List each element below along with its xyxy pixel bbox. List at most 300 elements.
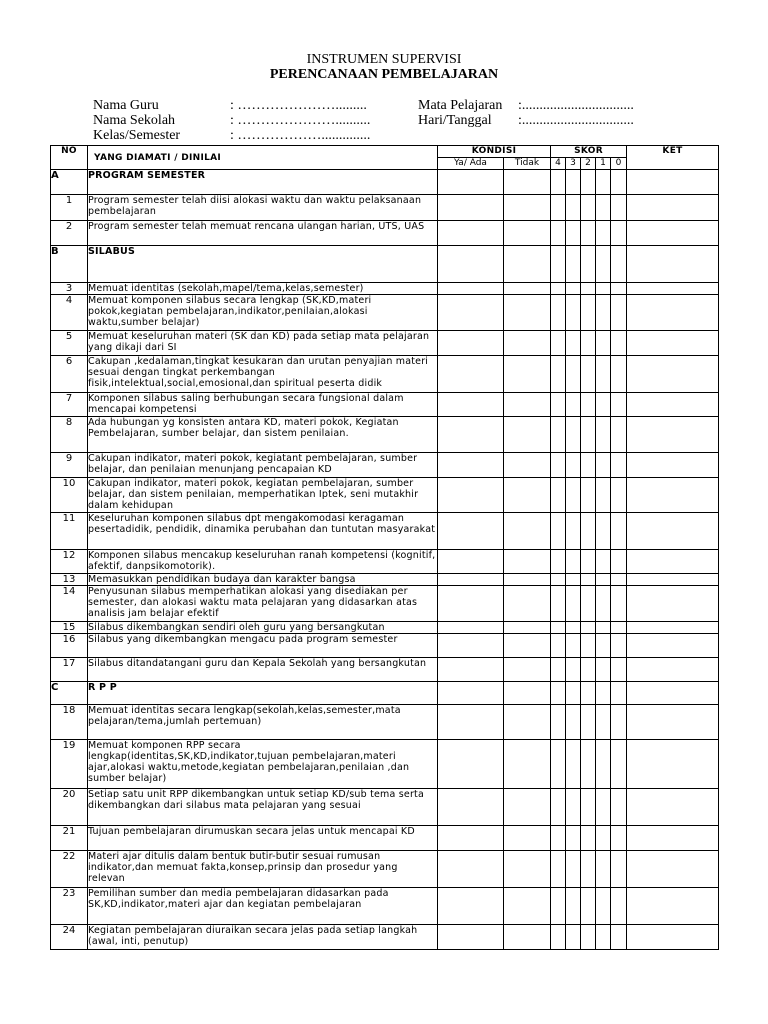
tidak-cell[interactable] [504, 221, 551, 246]
skor-3-cell[interactable] [566, 221, 581, 246]
skor-2-cell[interactable] [581, 283, 596, 295]
ket-cell[interactable] [627, 246, 719, 283]
ya-cell[interactable] [438, 789, 504, 826]
skor-2-cell[interactable] [581, 740, 596, 789]
ya-cell[interactable] [438, 195, 504, 221]
skor-4-cell[interactable] [551, 246, 566, 283]
skor-3-cell[interactable] [566, 888, 581, 925]
ket-cell[interactable] [627, 705, 719, 740]
ya-cell[interactable] [438, 574, 504, 586]
table-row [51, 195, 719, 221]
item-number: 16 [51, 634, 88, 658]
skor-0-cell[interactable] [611, 550, 627, 574]
skor-2-cell[interactable] [581, 851, 596, 888]
section-letter: A [51, 170, 88, 195]
ya-cell[interactable] [438, 705, 504, 740]
item-number: 14 [51, 586, 88, 622]
skor-0-cell[interactable] [611, 658, 627, 682]
tidak-cell[interactable] [504, 622, 551, 634]
ket-cell[interactable] [627, 417, 719, 453]
tidak-cell[interactable] [504, 586, 551, 622]
skor-0-cell[interactable] [611, 478, 627, 513]
ket-cell[interactable] [627, 478, 719, 513]
ket-cell[interactable] [627, 221, 719, 246]
hari-tanggal-field[interactable]: :................................ [518, 113, 634, 128]
skor-3-cell[interactable] [566, 246, 581, 283]
skor-0-cell[interactable] [611, 586, 627, 622]
skor-2-cell[interactable] [581, 356, 596, 393]
skor-3-cell[interactable] [566, 331, 581, 356]
skor-1-cell[interactable] [596, 195, 611, 221]
item-description: Ada hubungan yg konsisten antara KD, materi pokok, Kegiatan Pembelajaran, sumber belajar, dan sistem penilaian. [88, 417, 438, 453]
skor-0-cell[interactable] [611, 295, 627, 331]
skor-2-cell[interactable] [581, 393, 596, 417]
mata-pelajaran-field[interactable]: :................................ [518, 98, 634, 113]
item-number: 4 [51, 295, 88, 331]
item-description: Setiap satu unit RPP dikembangkan untuk setiap KD/sub tema serta dikembangkan dari silabus mata pelajaran yang sesuai [88, 789, 438, 826]
nama-guru-label: Nama Guru [93, 98, 159, 113]
skor-1-cell[interactable] [596, 246, 611, 283]
item-number: 6 [51, 356, 88, 393]
ket-cell[interactable] [627, 682, 719, 705]
skor-4-cell[interactable] [551, 705, 566, 740]
ya-cell[interactable] [438, 170, 504, 195]
skor-3-cell[interactable] [566, 453, 581, 478]
ya-cell[interactable] [438, 658, 504, 682]
ket-cell[interactable] [627, 393, 719, 417]
skor-2-cell[interactable] [581, 221, 596, 246]
skor-3-cell[interactable] [566, 478, 581, 513]
skor-2-cell[interactable] [581, 925, 596, 950]
tidak-cell[interactable] [504, 705, 551, 740]
table-row [51, 393, 719, 417]
ya-cell[interactable] [438, 295, 504, 331]
item-description: Keseluruhan komponen silabus dpt mengakomodasi keragaman pesertadidik, pendidik, dinamika perubahan dan tuntutan masyarakat [88, 513, 438, 550]
tidak-cell[interactable] [504, 331, 551, 356]
table-row [51, 826, 719, 851]
ya-cell[interactable] [438, 634, 504, 658]
tidak-cell[interactable] [504, 888, 551, 925]
section-row-c [51, 682, 719, 705]
ket-cell[interactable] [627, 574, 719, 586]
item-number: 20 [51, 789, 88, 826]
skor-0-cell[interactable] [611, 789, 627, 826]
section-letter: B [51, 246, 88, 283]
table-row [51, 789, 719, 826]
skor-2-cell[interactable] [581, 634, 596, 658]
skor-2-cell[interactable] [581, 453, 596, 478]
skor-0-cell[interactable] [611, 851, 627, 888]
skor-0-cell[interactable] [611, 740, 627, 789]
ya-cell[interactable] [438, 283, 504, 295]
item-number: 13 [51, 574, 88, 586]
skor-0-cell[interactable] [611, 513, 627, 550]
ket-cell[interactable] [627, 826, 719, 851]
item-description: Silabus dikembangkan sendiri oleh guru yang bersangkutan [88, 622, 438, 634]
table-row [51, 513, 719, 550]
header-ya-ada: Ya/ Ada [438, 158, 504, 170]
skor-4-cell[interactable] [551, 417, 566, 453]
ya-cell[interactable] [438, 851, 504, 888]
skor-3-cell[interactable] [566, 295, 581, 331]
ket-cell[interactable] [627, 513, 719, 550]
ya-cell[interactable] [438, 453, 504, 478]
skor-0-cell[interactable] [611, 246, 627, 283]
item-number: 17 [51, 658, 88, 682]
skor-1-cell[interactable] [596, 658, 611, 682]
table-row [51, 851, 719, 888]
skor-1-cell[interactable] [596, 574, 611, 586]
ket-cell[interactable] [627, 356, 719, 393]
table-row [51, 550, 719, 574]
nama-guru-field[interactable]: : …………………......... [230, 98, 367, 113]
skor-1-cell[interactable] [596, 331, 611, 356]
ket-cell[interactable] [627, 658, 719, 682]
header-skor-1: 1 [596, 158, 611, 170]
item-description: Cakupan indikator, materi pokok, kegiatant pembelajaran, sumber belajar, dan penilaian menunjang pencapaian KD [88, 453, 438, 478]
tidak-cell[interactable] [504, 658, 551, 682]
item-number: 21 [51, 826, 88, 851]
skor-3-cell[interactable] [566, 925, 581, 950]
skor-4-cell[interactable] [551, 574, 566, 586]
ket-cell[interactable] [627, 550, 719, 574]
skor-1-cell[interactable] [596, 705, 611, 740]
ya-cell[interactable] [438, 356, 504, 393]
hari-tanggal-label: Hari/Tanggal [418, 113, 492, 128]
section-letter: C [51, 682, 88, 705]
skor-3-cell[interactable] [566, 283, 581, 295]
skor-0-cell[interactable] [611, 925, 627, 950]
skor-0-cell[interactable] [611, 705, 627, 740]
section-title: PROGRAM SEMESTER [88, 170, 438, 195]
skor-3-cell[interactable] [566, 826, 581, 851]
skor-3-cell[interactable] [566, 740, 581, 789]
ket-cell[interactable] [627, 195, 719, 221]
skor-4-cell[interactable] [551, 925, 566, 950]
skor-1-cell[interactable] [596, 221, 611, 246]
skor-4-cell[interactable] [551, 393, 566, 417]
item-number: 3 [51, 283, 88, 295]
skor-3-cell[interactable] [566, 550, 581, 574]
skor-3-cell[interactable] [566, 417, 581, 453]
skor-1-cell[interactable] [596, 851, 611, 888]
tidak-cell[interactable] [504, 295, 551, 331]
skor-1-cell[interactable] [596, 356, 611, 393]
skor-3-cell[interactable] [566, 195, 581, 221]
tidak-cell[interactable] [504, 826, 551, 851]
skor-2-cell[interactable] [581, 246, 596, 283]
tidak-cell[interactable] [504, 513, 551, 550]
skor-0-cell[interactable] [611, 417, 627, 453]
ket-cell[interactable] [627, 789, 719, 826]
table-row [51, 221, 719, 246]
skor-2-cell[interactable] [581, 658, 596, 682]
skor-4-cell[interactable] [551, 453, 566, 478]
tidak-cell[interactable] [504, 740, 551, 789]
tidak-cell[interactable] [504, 393, 551, 417]
item-number: 11 [51, 513, 88, 550]
ya-cell[interactable] [438, 925, 504, 950]
skor-3-cell[interactable] [566, 789, 581, 826]
ket-cell[interactable] [627, 586, 719, 622]
skor-4-cell[interactable] [551, 888, 566, 925]
skor-2-cell[interactable] [581, 513, 596, 550]
ket-cell[interactable] [627, 170, 719, 195]
skor-4-cell[interactable] [551, 826, 566, 851]
skor-1-cell[interactable] [596, 888, 611, 925]
skor-1-cell[interactable] [596, 634, 611, 658]
skor-1-cell[interactable] [596, 295, 611, 331]
item-description: Memuat komponen silabus secara lengkap (SK,KD,materi pokok,kegiatan pembelajaran,indikator,penilaian,alokasi waktu,sumber belajar) [88, 295, 438, 331]
skor-0-cell[interactable] [611, 634, 627, 658]
item-number: 2 [51, 221, 88, 246]
item-description: Memuat keseluruhan materi (SK dan KD) pada setiap mata pelajaran yang dikaji dari SI [88, 331, 438, 356]
tidak-cell[interactable] [504, 170, 551, 195]
ya-cell[interactable] [438, 550, 504, 574]
tidak-cell[interactable] [504, 789, 551, 826]
ya-cell[interactable] [438, 586, 504, 622]
skor-1-cell[interactable] [596, 826, 611, 851]
skor-0-cell[interactable] [611, 195, 627, 221]
tidak-cell[interactable] [504, 453, 551, 478]
item-description: Tujuan pembelajaran dirumuskan secara jelas untuk mencapai KD [88, 826, 438, 851]
skor-1-cell[interactable] [596, 393, 611, 417]
table-row [51, 356, 719, 393]
ya-cell[interactable] [438, 478, 504, 513]
skor-1-cell[interactable] [596, 453, 611, 478]
tidak-cell[interactable] [504, 574, 551, 586]
ya-cell[interactable] [438, 246, 504, 283]
skor-2-cell[interactable] [581, 417, 596, 453]
skor-2-cell[interactable] [581, 170, 596, 195]
skor-4-cell[interactable] [551, 195, 566, 221]
item-description: Memasukkan pendidikan budaya dan karakter bangsa [88, 574, 438, 586]
skor-2-cell[interactable] [581, 478, 596, 513]
kelas-semester-field[interactable]: : ……………….............. [230, 128, 371, 143]
header-skor-4: 4 [551, 158, 566, 170]
ya-cell[interactable] [438, 682, 504, 705]
item-description: Cakupan indikator, materi pokok, kegiatan pembelajaran, sumber belajar, dan sistem penilaian, memperhatikan Iptek, seni mutakhir dalam kehidupan [88, 478, 438, 513]
skor-4-cell[interactable] [551, 740, 566, 789]
item-number: 10 [51, 478, 88, 513]
item-number: 1 [51, 195, 88, 221]
skor-4-cell[interactable] [551, 221, 566, 246]
skor-2-cell[interactable] [581, 682, 596, 705]
skor-3-cell[interactable] [566, 393, 581, 417]
ya-cell[interactable] [438, 417, 504, 453]
skor-1-cell[interactable] [596, 283, 611, 295]
skor-4-cell[interactable] [551, 789, 566, 826]
ket-cell[interactable] [627, 851, 719, 888]
ya-cell[interactable] [438, 888, 504, 925]
item-number: 9 [51, 453, 88, 478]
skor-1-cell[interactable] [596, 682, 611, 705]
skor-3-cell[interactable] [566, 586, 581, 622]
tidak-cell[interactable] [504, 246, 551, 283]
skor-2-cell[interactable] [581, 295, 596, 331]
ya-cell[interactable] [438, 513, 504, 550]
tidak-cell[interactable] [504, 634, 551, 658]
tidak-cell[interactable] [504, 283, 551, 295]
tidak-cell[interactable] [504, 925, 551, 950]
ket-cell[interactable] [627, 622, 719, 634]
skor-0-cell[interactable] [611, 356, 627, 393]
skor-4-cell[interactable] [551, 851, 566, 888]
skor-4-cell[interactable] [551, 478, 566, 513]
nama-sekolah-label: Nama Sekolah [93, 113, 176, 128]
skor-3-cell[interactable] [566, 634, 581, 658]
header-diamati: YANG DIAMATI / DINILAI [88, 146, 438, 170]
ya-cell[interactable] [438, 826, 504, 851]
skor-0-cell[interactable] [611, 170, 627, 195]
skor-1-cell[interactable] [596, 170, 611, 195]
tidak-cell[interactable] [504, 195, 551, 221]
header-ket: KET [627, 146, 719, 170]
skor-3-cell[interactable] [566, 356, 581, 393]
ket-cell[interactable] [627, 453, 719, 478]
skor-0-cell[interactable] [611, 622, 627, 634]
item-number: 19 [51, 740, 88, 789]
ya-cell[interactable] [438, 331, 504, 356]
item-number: 18 [51, 705, 88, 740]
skor-3-cell[interactable] [566, 705, 581, 740]
item-number: 5 [51, 331, 88, 356]
ket-cell[interactable] [627, 740, 719, 789]
table-row [51, 417, 719, 453]
item-number: 15 [51, 622, 88, 634]
header-kondisi: KONDISI [438, 146, 551, 158]
table-row [51, 331, 719, 356]
item-description: Silabus yang dikembangkan mengacu pada program semester [88, 634, 438, 658]
tidak-cell[interactable] [504, 478, 551, 513]
table-row [51, 658, 719, 682]
tidak-cell[interactable] [504, 356, 551, 393]
item-description: Penyusunan silabus memperhatikan alokasi yang disediakan per semester, dan alokasi waktu mata pelajaran yang didasarkan atas analisis jam belajar efektif [88, 586, 438, 622]
skor-4-cell[interactable] [551, 634, 566, 658]
item-description: Program semester telah diisi alokasi waktu dan waktu pelaksanaan pembelajaran [88, 195, 438, 221]
item-description: Kegiatan pembelajaran diuraikan secara jelas pada setiap langkah (awal, inti, penutup) [88, 925, 438, 950]
skor-2-cell[interactable] [581, 195, 596, 221]
section-row-b [51, 246, 719, 283]
skor-0-cell[interactable] [611, 888, 627, 925]
skor-0-cell[interactable] [611, 826, 627, 851]
item-number: 24 [51, 925, 88, 950]
table-row [51, 634, 719, 658]
skor-3-cell[interactable] [566, 851, 581, 888]
skor-4-cell[interactable] [551, 295, 566, 331]
skor-2-cell[interactable] [581, 574, 596, 586]
skor-1-cell[interactable] [596, 513, 611, 550]
table-row [51, 705, 719, 740]
ya-cell[interactable] [438, 622, 504, 634]
table-row [51, 586, 719, 622]
skor-2-cell[interactable] [581, 550, 596, 574]
skor-4-cell[interactable] [551, 550, 566, 574]
ket-cell[interactable] [627, 634, 719, 658]
skor-3-cell[interactable] [566, 574, 581, 586]
kelas-semester-label: Kelas/Semester [93, 128, 181, 143]
skor-1-cell[interactable] [596, 925, 611, 950]
skor-0-cell[interactable] [611, 331, 627, 356]
skor-1-cell[interactable] [596, 478, 611, 513]
skor-3-cell[interactable] [566, 513, 581, 550]
skor-2-cell[interactable] [581, 826, 596, 851]
skor-1-cell[interactable] [596, 622, 611, 634]
skor-1-cell[interactable] [596, 550, 611, 574]
skor-0-cell[interactable] [611, 453, 627, 478]
tidak-cell[interactable] [504, 851, 551, 888]
table-row [51, 925, 719, 950]
skor-2-cell[interactable] [581, 789, 596, 826]
table-row [51, 740, 719, 789]
skor-2-cell[interactable] [581, 705, 596, 740]
skor-3-cell[interactable] [566, 622, 581, 634]
nama-sekolah-field[interactable]: : ………………….......... [230, 113, 371, 128]
skor-4-cell[interactable] [551, 513, 566, 550]
table-row [51, 622, 719, 634]
skor-4-cell[interactable] [551, 622, 566, 634]
table-row [51, 283, 719, 295]
ket-cell[interactable] [627, 295, 719, 331]
item-description: Pemilihan sumber dan media pembelajaran didasarkan pada SK,KD,indikator,materi ajar dan kegiatan pembelajaran [88, 888, 438, 925]
skor-3-cell[interactable] [566, 682, 581, 705]
skor-1-cell[interactable] [596, 417, 611, 453]
skor-2-cell[interactable] [581, 622, 596, 634]
skor-4-cell[interactable] [551, 331, 566, 356]
skor-2-cell[interactable] [581, 888, 596, 925]
skor-4-cell[interactable] [551, 586, 566, 622]
skor-2-cell[interactable] [581, 331, 596, 356]
ket-cell[interactable] [627, 925, 719, 950]
item-number: 23 [51, 888, 88, 925]
skor-2-cell[interactable] [581, 586, 596, 622]
skor-0-cell[interactable] [611, 682, 627, 705]
section-row-a [51, 170, 719, 195]
item-number: 12 [51, 550, 88, 574]
skor-4-cell[interactable] [551, 170, 566, 195]
ya-cell[interactable] [438, 393, 504, 417]
table-row [51, 295, 719, 331]
skor-3-cell[interactable] [566, 658, 581, 682]
ket-cell[interactable] [627, 888, 719, 925]
skor-0-cell[interactable] [611, 221, 627, 246]
item-description: Memuat identitas (sekolah,mapel/tema,kelas,semester) [88, 283, 438, 295]
section-title: SILABUS [88, 246, 438, 283]
skor-0-cell[interactable] [611, 393, 627, 417]
tidak-cell[interactable] [504, 682, 551, 705]
skor-3-cell[interactable] [566, 170, 581, 195]
skor-4-cell[interactable] [551, 356, 566, 393]
skor-0-cell[interactable] [611, 283, 627, 295]
item-description: Materi ajar ditulis dalam bentuk butir-butir sesuai rumusan indikator,dan memuat fakta,konsep,prinsip dan prosedur yang relevan [88, 851, 438, 888]
skor-4-cell[interactable] [551, 682, 566, 705]
skor-0-cell[interactable] [611, 574, 627, 586]
skor-1-cell[interactable] [596, 740, 611, 789]
skor-4-cell[interactable] [551, 658, 566, 682]
skor-1-cell[interactable] [596, 586, 611, 622]
document-title: INSTRUMEN SUPERVISI [306, 52, 462, 67]
item-description: Komponen silabus mencakup keseluruhan ranah kompetensi (kognitif, afektif, danpsikomotorik). [88, 550, 438, 574]
ket-cell[interactable] [627, 331, 719, 356]
skor-4-cell[interactable] [551, 283, 566, 295]
tidak-cell[interactable] [504, 417, 551, 453]
tidak-cell[interactable] [504, 550, 551, 574]
skor-1-cell[interactable] [596, 789, 611, 826]
instrument-table [50, 145, 719, 950]
ya-cell[interactable] [438, 221, 504, 246]
ket-cell[interactable] [627, 283, 719, 295]
ya-cell[interactable] [438, 740, 504, 789]
